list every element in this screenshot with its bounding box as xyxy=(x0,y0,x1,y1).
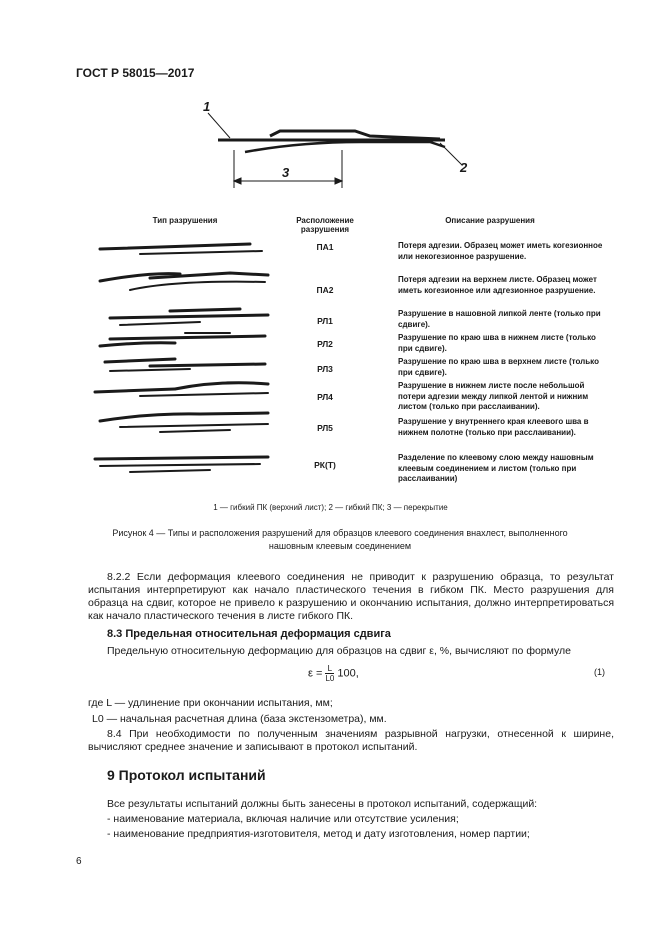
where-l: где L — удлинение при окончании испытания, мм; xyxy=(88,697,333,709)
header-description: Описание разрушения xyxy=(445,216,535,225)
desc-pa1: Потеря адгезии. Образец может иметь когезионное или некогезионное разрушение. xyxy=(398,241,603,261)
formula-1 xyxy=(308,664,359,683)
code-rl4: РЛ4 xyxy=(317,392,333,402)
lower-sheet xyxy=(245,142,445,152)
callout-2: 2 xyxy=(460,160,468,175)
figure-legend: 1 — гибкий ПК (верхний лист); 2 — гибкий ПК; 3 — перекрытие xyxy=(213,503,448,512)
desc-rl4: Разрушение в нижнем листе после небольшой потери адгезии между липкой лентой и нижним листом (только при расслаивании). xyxy=(398,381,589,411)
header-location: Расположение разрушения xyxy=(296,216,354,234)
code-rk: РК(Т) xyxy=(314,460,336,470)
code-pa2: ПА2 xyxy=(316,285,334,295)
sketch-rl2 xyxy=(100,333,265,346)
code-rl1: РЛ1 xyxy=(317,316,333,326)
paragraph-9: Все результаты испытаний должны быть занесены в протокол испытаний, содержащий: xyxy=(107,798,538,810)
where-l0: L0 — начальная расчетная длина (база экстензометра), мм. xyxy=(92,713,387,725)
desc-rl2: Разрушение по краю шва в нижнем листе (только при сдвиге). xyxy=(398,333,596,353)
sketch-rl1 xyxy=(110,309,268,325)
sketch-rk xyxy=(95,457,268,472)
paragraph-8-2-2: 8.2.2 Если деформация клеевого соединения не приводит к разрушению образца, то результат испытания интерпретируют как начало пластического течения в гибком ПК. Место разрушения для образца на сдвиг, которое не привело к разрушению и окончанию испытания, должно интерпретироваться как начало пластического течения в листе гибкого ПК. xyxy=(88,571,614,622)
sketch-rl4 xyxy=(95,383,268,396)
dim-arrow-right xyxy=(335,178,342,184)
paragraph-8-3: Предельную относительную деформацию для образцов на сдвиг ε, %, вычисляют по формуле xyxy=(107,645,571,657)
list-item: - наименование предприятия-изготовителя, метод и дату изготовления, номер партии; xyxy=(107,828,530,840)
callout-1: 1 xyxy=(203,99,211,114)
dim-arrow-left xyxy=(234,178,241,184)
figure-caption: Рисунок 4 — Типы и расположения разрушений для образцов клеевого соединения внахлест, выполненного нашовным клеевым соединением xyxy=(112,528,568,551)
heading-9: 9 Протокол испытаний xyxy=(107,767,266,783)
desc-rk: Разделение по клеевому слою между нашовным клеевым соединением и листом (только при расслаивании) xyxy=(398,453,594,483)
callout-3: 3 xyxy=(282,165,290,180)
heading-8-3: 8.3 Предельная относительная деформация сдвига xyxy=(107,628,391,640)
sketch-pa1 xyxy=(100,244,262,254)
code-rl3: РЛ3 xyxy=(317,364,333,374)
formula-number: (1) xyxy=(594,667,605,677)
sketch-rl3 xyxy=(105,359,265,371)
formula-lhs: ε = xyxy=(308,667,323,680)
formula-rhs: 100, xyxy=(337,667,359,680)
overlap-diagram xyxy=(208,113,462,188)
sketch-pa2 xyxy=(100,273,268,290)
page-number: 6 xyxy=(76,856,82,867)
desc-rl5: Разрушение у внутреннего края клеевого шва в нижнем полотне (только при расслаивании). xyxy=(398,417,589,437)
desc-rl3: Разрушение по краю шва в верхнем листе (только при сдвиге). xyxy=(398,357,599,377)
code-rl2: РЛ2 xyxy=(317,339,333,349)
formula-numerator: L xyxy=(325,664,334,674)
formula-fraction xyxy=(325,664,334,683)
callout-line-1 xyxy=(208,113,230,138)
list-item: - наименование материала, включая наличие или отсутствие усиления; xyxy=(107,813,459,825)
formula-denominator: L0 xyxy=(325,674,335,683)
code-rl5: РЛ5 xyxy=(317,423,333,433)
tape-layer xyxy=(270,131,440,139)
header-type: Тип разрушения xyxy=(152,216,218,225)
paragraph-8-4: 8.4 При необходимости по полученным значениям разрывной нагрузки, отнесенной к ширине, вычисляют среднее значение и записывают в протокол испытаний. xyxy=(88,728,614,753)
callout-line-2 xyxy=(440,143,462,165)
code-pa1: ПА1 xyxy=(316,242,334,252)
desc-pa2: Потеря адгезии на верхнем листе. Образец может иметь когезионное или адгезионное разрушение. xyxy=(398,275,597,295)
sketch-rl5 xyxy=(100,413,268,432)
document-header: ГОСТ Р 58015—2017 xyxy=(76,66,195,80)
desc-rl1: Разрушение в нашовной липкой ленте (только при сдвиге). xyxy=(398,309,601,329)
